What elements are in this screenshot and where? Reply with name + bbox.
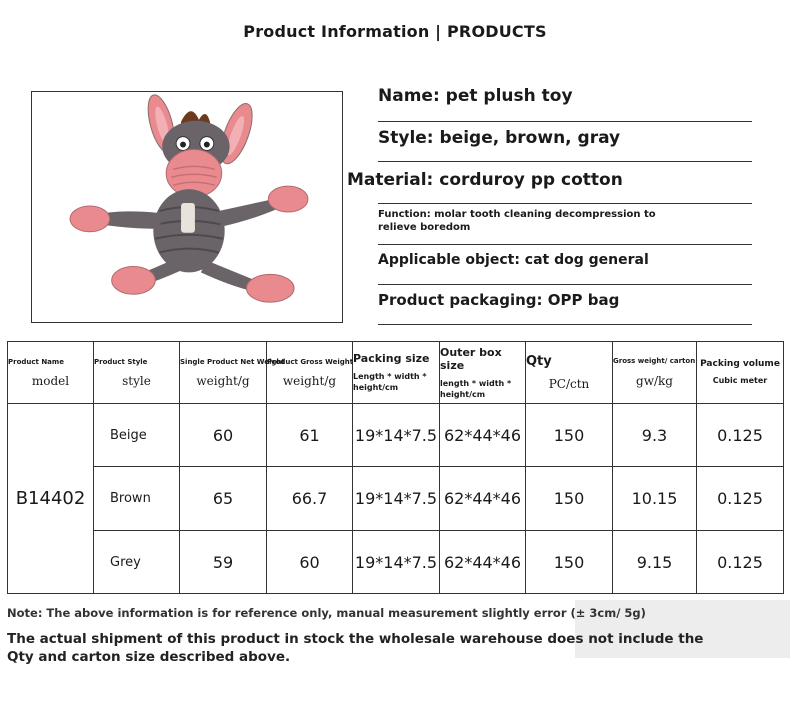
divider bbox=[378, 161, 752, 162]
table-row bbox=[8, 467, 784, 531]
divider bbox=[378, 203, 752, 204]
header-qty: Qty PC/ctn bbox=[526, 342, 613, 404]
header-packing-size: Packing size Length * width * height/cm bbox=[353, 342, 440, 404]
header-model: Product Name model bbox=[8, 342, 94, 404]
header-outer-box-size: Outer box size length * width * height/cm bbox=[440, 342, 526, 404]
product-material: Material: corduroy pp cotton bbox=[347, 170, 623, 190]
product-style: Style: beige, brown, gray bbox=[378, 128, 621, 148]
packing-size-cell: 19*14*7.5 bbox=[353, 531, 440, 594]
net-weight-cell: 60 bbox=[180, 404, 267, 467]
shipment-note: The actual shipment of this product in stock the wholesale warehouse does not include the Qty and carton size described above. bbox=[7, 631, 704, 665]
divider bbox=[378, 284, 752, 285]
product-name: Name: pet plush toy bbox=[378, 86, 573, 106]
header-net-weight: Single Product Net Weight weight/g bbox=[180, 342, 267, 404]
reference-note: Note: The above information is for reference only, manual measurement slightly error (± 3cm/ 5g) bbox=[7, 606, 646, 620]
packing-size-cell: 19*14*7.5 bbox=[353, 467, 440, 531]
gw-cell: 9.3 bbox=[613, 404, 697, 467]
table-row bbox=[8, 531, 784, 594]
outer-box-cell: 62*44*46 bbox=[440, 404, 526, 467]
product-applicable: Applicable object: cat dog general bbox=[378, 252, 649, 268]
qty-cell: 150 bbox=[526, 404, 613, 467]
gw-cell: 9.15 bbox=[613, 531, 697, 594]
header-packing-volume: Packing volume Cubic meter bbox=[697, 342, 784, 404]
packing-size-cell: 19*14*7.5 bbox=[353, 404, 440, 467]
style-cell: Brown bbox=[94, 467, 180, 531]
outer-box-cell: 62*44*46 bbox=[440, 467, 526, 531]
page-title: Product Information | PRODUCTS bbox=[243, 22, 547, 41]
table-row bbox=[8, 404, 784, 467]
gw-cell: 10.15 bbox=[613, 467, 697, 531]
outer-box-cell: 62*44*46 bbox=[440, 531, 526, 594]
gross-weight-cell: 66.7 bbox=[267, 467, 353, 531]
header-gross-weight-carton: Gross weight/ carton gw/kg bbox=[613, 342, 697, 404]
product-packaging: Product packaging: OPP bag bbox=[378, 291, 620, 309]
product-function: Function: molar tooth cleaning decompression to relieve boredom bbox=[378, 209, 656, 233]
divider bbox=[378, 244, 752, 245]
product-photo bbox=[31, 91, 343, 323]
gross-weight-cell: 60 bbox=[267, 531, 353, 594]
donkey-plush-toy-image bbox=[32, 92, 342, 322]
net-weight-cell: 59 bbox=[180, 531, 267, 594]
net-weight-cell: 65 bbox=[180, 467, 267, 531]
qty-cell: 150 bbox=[526, 467, 613, 531]
divider bbox=[378, 121, 752, 122]
style-cell: Beige bbox=[94, 404, 180, 467]
gross-weight-cell: 61 bbox=[267, 404, 353, 467]
header-gross-weight: Product Gross Weight weight/g bbox=[267, 342, 353, 404]
volume-cell: 0.125 bbox=[697, 467, 784, 531]
volume-cell: 0.125 bbox=[697, 404, 784, 467]
header-style: Product Style style bbox=[94, 342, 180, 404]
style-cell: Grey bbox=[94, 531, 180, 594]
divider bbox=[378, 324, 752, 325]
table-header-row bbox=[8, 342, 784, 404]
model-cell: B14402 bbox=[8, 404, 94, 594]
spec-table bbox=[7, 341, 784, 594]
qty-cell: 150 bbox=[526, 531, 613, 594]
volume-cell: 0.125 bbox=[697, 531, 784, 594]
